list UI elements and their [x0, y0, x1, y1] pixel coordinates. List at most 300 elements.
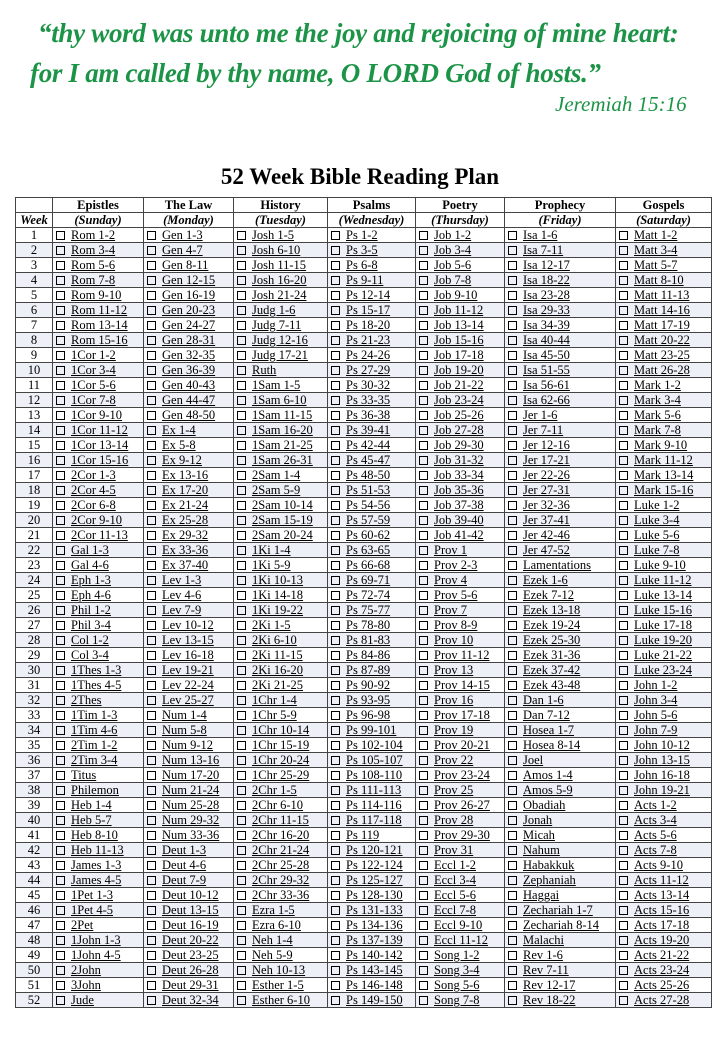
reading-cell[interactable] [53, 483, 144, 498]
checkbox[interactable] [419, 636, 428, 645]
reading-cell[interactable] [234, 693, 328, 708]
checkbox[interactable] [331, 621, 340, 630]
checkbox[interactable] [508, 396, 517, 405]
reading-cell[interactable] [234, 543, 328, 558]
checkbox[interactable] [619, 891, 628, 900]
checkbox[interactable] [619, 771, 628, 780]
reading-cell[interactable] [144, 483, 234, 498]
checkbox[interactable] [56, 861, 65, 870]
reading-cell[interactable] [144, 318, 234, 333]
reading-cell[interactable] [505, 588, 616, 603]
checkbox[interactable] [56, 936, 65, 945]
reading-cell[interactable] [505, 423, 616, 438]
checkbox[interactable] [237, 831, 246, 840]
checkbox[interactable] [619, 756, 628, 765]
checkbox[interactable] [508, 981, 517, 990]
checkbox[interactable] [508, 546, 517, 555]
reading-cell[interactable] [53, 378, 144, 393]
reading-cell[interactable] [416, 318, 505, 333]
reading-cell[interactable] [53, 648, 144, 663]
reading-cell[interactable] [505, 828, 616, 843]
reading-cell[interactable] [234, 273, 328, 288]
reading-cell[interactable] [53, 738, 144, 753]
checkbox[interactable] [419, 891, 428, 900]
reading-cell[interactable] [234, 423, 328, 438]
checkbox[interactable] [619, 816, 628, 825]
reading-cell[interactable] [144, 633, 234, 648]
reading-cell[interactable] [144, 963, 234, 978]
checkbox[interactable] [419, 711, 428, 720]
checkbox[interactable] [419, 606, 428, 615]
checkbox[interactable] [508, 876, 517, 885]
reading-cell[interactable] [505, 333, 616, 348]
checkbox[interactable] [147, 426, 156, 435]
reading-cell[interactable] [234, 708, 328, 723]
reading-cell[interactable] [234, 858, 328, 873]
reading-cell[interactable] [416, 663, 505, 678]
checkbox[interactable] [56, 756, 65, 765]
reading-cell[interactable] [53, 528, 144, 543]
reading-cell[interactable] [144, 513, 234, 528]
reading-cell[interactable] [234, 963, 328, 978]
reading-cell[interactable] [234, 243, 328, 258]
reading-cell[interactable] [53, 693, 144, 708]
reading-cell[interactable] [416, 558, 505, 573]
reading-cell[interactable] [328, 528, 416, 543]
checkbox[interactable] [147, 696, 156, 705]
reading-cell[interactable] [505, 528, 616, 543]
reading-cell[interactable] [234, 558, 328, 573]
reading-cell[interactable] [53, 873, 144, 888]
reading-cell[interactable] [505, 648, 616, 663]
reading-cell[interactable] [328, 348, 416, 363]
reading-cell[interactable] [53, 603, 144, 618]
checkbox[interactable] [147, 486, 156, 495]
reading-cell[interactable] [505, 543, 616, 558]
reading-cell[interactable] [234, 363, 328, 378]
reading-cell[interactable] [505, 858, 616, 873]
reading-cell[interactable] [505, 963, 616, 978]
checkbox[interactable] [147, 396, 156, 405]
reading-cell[interactable] [505, 228, 616, 243]
checkbox[interactable] [619, 831, 628, 840]
checkbox[interactable] [331, 741, 340, 750]
checkbox[interactable] [237, 441, 246, 450]
reading-cell[interactable] [234, 843, 328, 858]
reading-cell[interactable] [616, 873, 712, 888]
reading-cell[interactable] [616, 558, 712, 573]
reading-cell[interactable] [616, 918, 712, 933]
reading-cell[interactable] [328, 573, 416, 588]
reading-cell[interactable] [616, 228, 712, 243]
reading-cell[interactable] [616, 828, 712, 843]
checkbox[interactable] [419, 876, 428, 885]
checkbox[interactable] [147, 921, 156, 930]
reading-cell[interactable] [144, 768, 234, 783]
checkbox[interactable] [508, 651, 517, 660]
reading-cell[interactable] [505, 573, 616, 588]
reading-cell[interactable] [328, 753, 416, 768]
reading-cell[interactable] [505, 813, 616, 828]
checkbox[interactable] [331, 846, 340, 855]
checkbox[interactable] [56, 906, 65, 915]
reading-cell[interactable] [234, 348, 328, 363]
checkbox[interactable] [419, 726, 428, 735]
checkbox[interactable] [619, 621, 628, 630]
checkbox[interactable] [508, 621, 517, 630]
reading-cell[interactable] [144, 393, 234, 408]
reading-cell[interactable] [234, 468, 328, 483]
reading-cell[interactable] [328, 483, 416, 498]
reading-cell[interactable] [144, 588, 234, 603]
reading-cell[interactable] [505, 363, 616, 378]
checkbox[interactable] [508, 426, 517, 435]
checkbox[interactable] [237, 501, 246, 510]
reading-cell[interactable] [616, 378, 712, 393]
checkbox[interactable] [237, 336, 246, 345]
reading-cell[interactable] [505, 393, 616, 408]
checkbox[interactable] [237, 936, 246, 945]
reading-cell[interactable] [416, 453, 505, 468]
reading-cell[interactable] [234, 228, 328, 243]
checkbox[interactable] [56, 456, 65, 465]
checkbox[interactable] [237, 966, 246, 975]
reading-cell[interactable] [616, 408, 712, 423]
reading-cell[interactable] [328, 408, 416, 423]
reading-cell[interactable] [505, 243, 616, 258]
checkbox[interactable] [56, 366, 65, 375]
reading-cell[interactable] [328, 993, 416, 1008]
reading-cell[interactable] [416, 873, 505, 888]
checkbox[interactable] [419, 966, 428, 975]
checkbox[interactable] [619, 681, 628, 690]
checkbox[interactable] [331, 456, 340, 465]
checkbox[interactable] [508, 891, 517, 900]
checkbox[interactable] [508, 276, 517, 285]
reading-cell[interactable] [616, 483, 712, 498]
checkbox[interactable] [619, 261, 628, 270]
checkbox[interactable] [419, 321, 428, 330]
reading-cell[interactable] [416, 528, 505, 543]
checkbox[interactable] [331, 651, 340, 660]
reading-cell[interactable] [53, 978, 144, 993]
reading-cell[interactable] [234, 783, 328, 798]
checkbox[interactable] [331, 936, 340, 945]
reading-cell[interactable] [144, 993, 234, 1008]
reading-cell[interactable] [328, 558, 416, 573]
checkbox[interactable] [147, 966, 156, 975]
reading-cell[interactable] [53, 768, 144, 783]
checkbox[interactable] [419, 576, 428, 585]
checkbox[interactable] [237, 516, 246, 525]
reading-cell[interactable] [234, 333, 328, 348]
reading-cell[interactable] [53, 663, 144, 678]
checkbox[interactable] [147, 906, 156, 915]
checkbox[interactable] [419, 546, 428, 555]
reading-cell[interactable] [144, 618, 234, 633]
checkbox[interactable] [237, 471, 246, 480]
reading-cell[interactable] [234, 948, 328, 963]
reading-cell[interactable] [328, 258, 416, 273]
reading-cell[interactable] [616, 633, 712, 648]
checkbox[interactable] [619, 996, 628, 1005]
reading-cell[interactable] [234, 813, 328, 828]
reading-cell[interactable] [234, 723, 328, 738]
checkbox[interactable] [619, 231, 628, 240]
reading-cell[interactable] [328, 648, 416, 663]
reading-cell[interactable] [144, 888, 234, 903]
reading-cell[interactable] [53, 963, 144, 978]
checkbox[interactable] [237, 396, 246, 405]
reading-cell[interactable] [144, 243, 234, 258]
checkbox[interactable] [508, 801, 517, 810]
checkbox[interactable] [419, 306, 428, 315]
checkbox[interactable] [619, 921, 628, 930]
reading-cell[interactable] [505, 783, 616, 798]
reading-cell[interactable] [144, 663, 234, 678]
checkbox[interactable] [237, 636, 246, 645]
checkbox[interactable] [56, 546, 65, 555]
reading-cell[interactable] [616, 423, 712, 438]
reading-cell[interactable] [616, 363, 712, 378]
reading-cell[interactable] [505, 483, 616, 498]
reading-cell[interactable] [144, 648, 234, 663]
checkbox[interactable] [331, 231, 340, 240]
checkbox[interactable] [237, 771, 246, 780]
checkbox[interactable] [619, 936, 628, 945]
reading-cell[interactable] [144, 438, 234, 453]
reading-cell[interactable] [416, 783, 505, 798]
reading-cell[interactable] [328, 888, 416, 903]
checkbox[interactable] [619, 276, 628, 285]
checkbox[interactable] [56, 966, 65, 975]
reading-cell[interactable] [234, 258, 328, 273]
reading-cell[interactable] [53, 558, 144, 573]
checkbox[interactable] [419, 411, 428, 420]
reading-cell[interactable] [505, 453, 616, 468]
checkbox[interactable] [508, 921, 517, 930]
checkbox[interactable] [237, 486, 246, 495]
checkbox[interactable] [331, 771, 340, 780]
reading-cell[interactable] [328, 828, 416, 843]
checkbox[interactable] [56, 621, 65, 630]
checkbox[interactable] [331, 531, 340, 540]
reading-cell[interactable] [144, 738, 234, 753]
checkbox[interactable] [56, 981, 65, 990]
checkbox[interactable] [147, 561, 156, 570]
checkbox[interactable] [147, 771, 156, 780]
reading-cell[interactable] [144, 378, 234, 393]
reading-cell[interactable] [416, 933, 505, 948]
reading-cell[interactable] [416, 438, 505, 453]
checkbox[interactable] [147, 816, 156, 825]
checkbox[interactable] [619, 471, 628, 480]
checkbox[interactable] [419, 846, 428, 855]
reading-cell[interactable] [616, 498, 712, 513]
reading-cell[interactable] [53, 783, 144, 798]
checkbox[interactable] [147, 351, 156, 360]
reading-cell[interactable] [616, 768, 712, 783]
reading-cell[interactable] [505, 288, 616, 303]
checkbox[interactable] [147, 381, 156, 390]
checkbox[interactable] [419, 696, 428, 705]
checkbox[interactable] [508, 741, 517, 750]
checkbox[interactable] [508, 561, 517, 570]
reading-cell[interactable] [234, 573, 328, 588]
reading-cell[interactable] [505, 408, 616, 423]
reading-cell[interactable] [505, 498, 616, 513]
reading-cell[interactable] [144, 408, 234, 423]
checkbox[interactable] [56, 516, 65, 525]
reading-cell[interactable] [616, 843, 712, 858]
reading-cell[interactable] [416, 633, 505, 648]
reading-cell[interactable] [53, 468, 144, 483]
checkbox[interactable] [56, 246, 65, 255]
checkbox[interactable] [419, 561, 428, 570]
checkbox[interactable] [56, 876, 65, 885]
reading-cell[interactable] [416, 753, 505, 768]
reading-cell[interactable] [144, 498, 234, 513]
checkbox[interactable] [56, 786, 65, 795]
reading-cell[interactable] [328, 903, 416, 918]
checkbox[interactable] [331, 831, 340, 840]
reading-cell[interactable] [144, 753, 234, 768]
reading-cell[interactable] [53, 948, 144, 963]
checkbox[interactable] [419, 741, 428, 750]
reading-cell[interactable] [505, 513, 616, 528]
reading-cell[interactable] [53, 993, 144, 1008]
reading-cell[interactable] [616, 528, 712, 543]
reading-cell[interactable] [505, 438, 616, 453]
reading-cell[interactable] [416, 618, 505, 633]
reading-cell[interactable] [616, 948, 712, 963]
reading-cell[interactable] [144, 573, 234, 588]
reading-cell[interactable] [328, 303, 416, 318]
reading-cell[interactable] [144, 723, 234, 738]
checkbox[interactable] [508, 996, 517, 1005]
reading-cell[interactable] [53, 513, 144, 528]
checkbox[interactable] [619, 411, 628, 420]
reading-cell[interactable] [328, 468, 416, 483]
reading-cell[interactable] [416, 228, 505, 243]
checkbox[interactable] [619, 966, 628, 975]
reading-cell[interactable] [505, 303, 616, 318]
checkbox[interactable] [619, 321, 628, 330]
checkbox[interactable] [237, 321, 246, 330]
checkbox[interactable] [237, 921, 246, 930]
reading-cell[interactable] [616, 753, 712, 768]
reading-cell[interactable] [616, 468, 712, 483]
checkbox[interactable] [56, 336, 65, 345]
checkbox[interactable] [237, 981, 246, 990]
checkbox[interactable] [419, 261, 428, 270]
checkbox[interactable] [56, 261, 65, 270]
checkbox[interactable] [419, 831, 428, 840]
reading-cell[interactable] [328, 843, 416, 858]
reading-cell[interactable] [234, 318, 328, 333]
checkbox[interactable] [237, 906, 246, 915]
checkbox[interactable] [331, 606, 340, 615]
checkbox[interactable] [56, 411, 65, 420]
checkbox[interactable] [237, 726, 246, 735]
reading-cell[interactable] [328, 693, 416, 708]
checkbox[interactable] [147, 321, 156, 330]
checkbox[interactable] [237, 591, 246, 600]
checkbox[interactable] [419, 621, 428, 630]
reading-cell[interactable] [53, 393, 144, 408]
checkbox[interactable] [56, 231, 65, 240]
checkbox[interactable] [508, 336, 517, 345]
reading-cell[interactable] [144, 528, 234, 543]
reading-cell[interactable] [328, 798, 416, 813]
reading-cell[interactable] [328, 618, 416, 633]
checkbox[interactable] [56, 381, 65, 390]
checkbox[interactable] [237, 696, 246, 705]
checkbox[interactable] [419, 441, 428, 450]
checkbox[interactable] [508, 606, 517, 615]
reading-cell[interactable] [616, 618, 712, 633]
checkbox[interactable] [331, 726, 340, 735]
checkbox[interactable] [147, 876, 156, 885]
checkbox[interactable] [147, 846, 156, 855]
checkbox[interactable] [619, 666, 628, 675]
reading-cell[interactable] [328, 288, 416, 303]
reading-cell[interactable] [144, 543, 234, 558]
reading-cell[interactable] [53, 858, 144, 873]
checkbox[interactable] [56, 426, 65, 435]
checkbox[interactable] [508, 696, 517, 705]
checkbox[interactable] [508, 351, 517, 360]
reading-cell[interactable] [416, 918, 505, 933]
checkbox[interactable] [147, 951, 156, 960]
checkbox[interactable] [508, 531, 517, 540]
checkbox[interactable] [56, 606, 65, 615]
reading-cell[interactable] [416, 678, 505, 693]
reading-cell[interactable] [328, 768, 416, 783]
reading-cell[interactable] [234, 528, 328, 543]
reading-cell[interactable] [505, 753, 616, 768]
checkbox[interactable] [619, 486, 628, 495]
reading-cell[interactable] [416, 813, 505, 828]
reading-cell[interactable] [616, 348, 712, 363]
checkbox[interactable] [147, 291, 156, 300]
checkbox[interactable] [331, 321, 340, 330]
reading-cell[interactable] [234, 933, 328, 948]
reading-cell[interactable] [616, 693, 712, 708]
reading-cell[interactable] [144, 288, 234, 303]
reading-cell[interactable] [144, 933, 234, 948]
reading-cell[interactable] [505, 933, 616, 948]
checkbox[interactable] [56, 711, 65, 720]
checkbox[interactable] [619, 426, 628, 435]
checkbox[interactable] [331, 966, 340, 975]
reading-cell[interactable] [616, 903, 712, 918]
checkbox[interactable] [237, 261, 246, 270]
reading-cell[interactable] [505, 318, 616, 333]
reading-cell[interactable] [505, 273, 616, 288]
checkbox[interactable] [147, 246, 156, 255]
checkbox[interactable] [331, 486, 340, 495]
checkbox[interactable] [619, 441, 628, 450]
checkbox[interactable] [147, 651, 156, 660]
checkbox[interactable] [237, 876, 246, 885]
checkbox[interactable] [508, 471, 517, 480]
reading-cell[interactable] [53, 588, 144, 603]
reading-cell[interactable] [416, 333, 505, 348]
reading-cell[interactable] [416, 408, 505, 423]
reading-cell[interactable] [416, 948, 505, 963]
reading-cell[interactable] [616, 813, 712, 828]
